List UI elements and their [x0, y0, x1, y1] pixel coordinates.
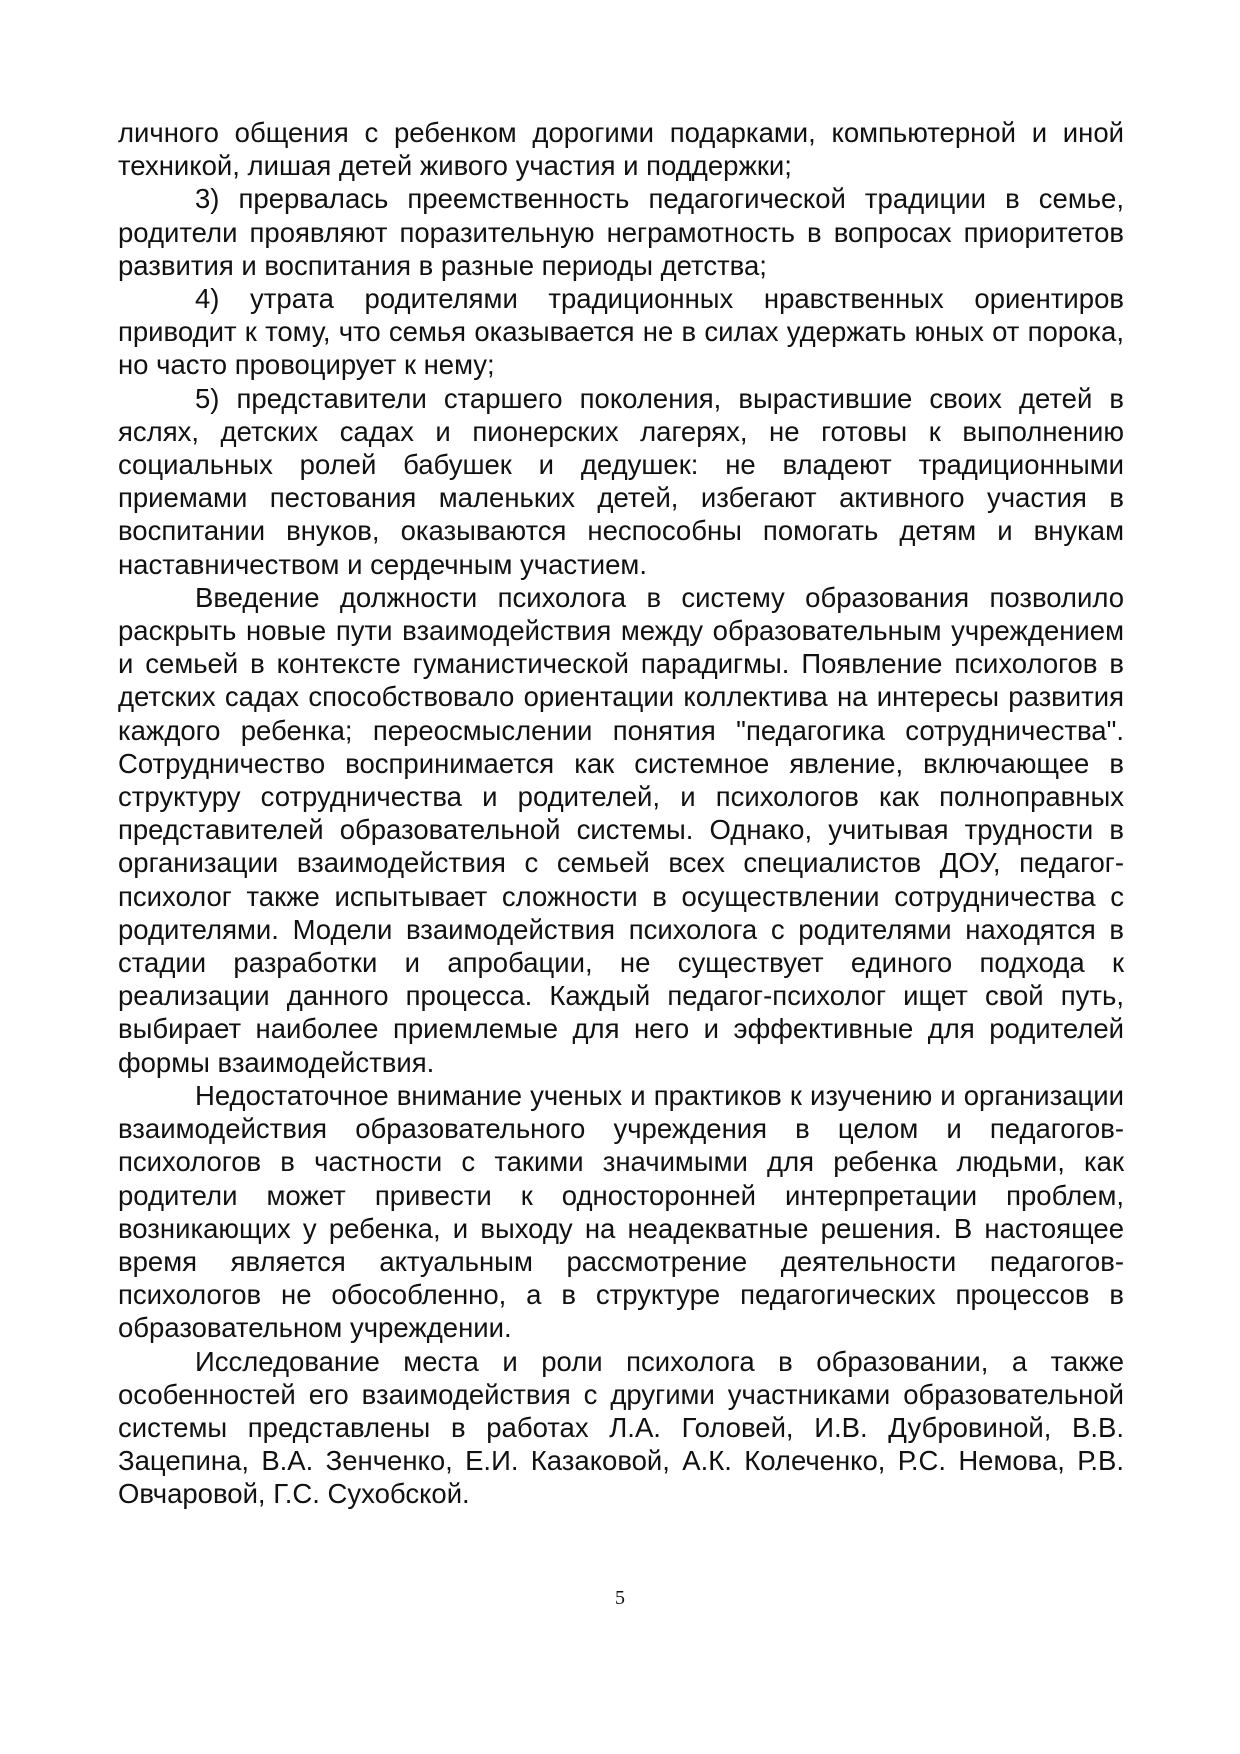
page-number: 5 — [615, 1587, 625, 1609]
body-text — [118, 116, 1124, 1511]
paragraph-insufficient-attention: Недостаточное внимание ученых и практиков к изучению и организации взаимодействия образовательного учреждения в целом и педагогов-психологов в частности с такими значимыми для ребенка людьми, как родители может привести к односторонней интерпретации проблем, возникающих у ребенка, и выходу на неадекватные решения. В настоящее время является актуальным рассмотрение деятельности педагогов-психологов не обособленно, а в структуре педагогических процессов в образовательном учреждении. — [118, 1079, 1124, 1344]
paragraph-psychologist-introduction: Введение должности психолога в систему образования позволило раскрыть новые пути взаимодействия между образовательным учреждением и семьей в контексте гуманистической парадигмы. Появление психологов в детских садах способствовало ориентации коллектива на интересы развития каждого ребенка; переосмыслении понятия "педагогика сотрудничества". Сотрудничество воспринимается как системное явление, включающее в структуру сотрудничества и родителей, и психологов как полноправных представителей образовательной системы. Однако, учитывая трудности в организации взаимодействия с семьей всех специалистов ДОУ, педагог-психолог также испытывает сложности в осуществлении сотрудничества с родителями. Модели взаимодействия психолога с родителями находятся в стадии разработки и апробации, не существует единого подхода к реализации данного процесса. Каждый педагог-психолог ищет свой путь, выбирает наиболее приемлемые для него и эффективные для родителей формы взаимодействия. — [118, 581, 1124, 1078]
paragraph-continuation: личного общения с ребенком дорогими подарками, компьютерной и иной техникой, лишая детей живого участия и поддержки; — [118, 117, 1124, 182]
paragraph-list-item-5: 5) представители старшего поколения, вырастившие своих детей в яслях, детских садах и пионерских лагерях, не готовы к выполнению социальных ролей бабушек и дедушек: не владеют традиционными приемами пестования маленьких детей, избегают активного участия в воспитании внуков, оказываются неспособны помогать детям и внукам наставничеством и сердечным участием. — [118, 382, 1124, 580]
paragraph-list-item-3: 3) прервалась преемственность педагогической традиции в семье, родители проявляют поразительную неграмотность в вопросах приоритетов развития и воспитания в разные периоды детства; — [118, 183, 1124, 281]
paragraph-list-item-4: 4) утрата родителями традиционных нравственных ориентиров приводит к тому, что семья оказывается не в силах удержать юных от порока, но часто провоцирует к нему; — [118, 283, 1124, 381]
paragraph-research-references: Исследование места и роли психолога в образовании, а также особенностей его взаимодействия с другими участниками образовательной системы представлены в работах Л.А. Головей, И.В. Дубровиной, В.В. Зацепина, В.А. Зенченко, Е.И. Казаковой, А.К. Колеченко, Р.С. Немова, Р.В. Овчаровой, Г.С. Сухобской. — [118, 1345, 1124, 1510]
